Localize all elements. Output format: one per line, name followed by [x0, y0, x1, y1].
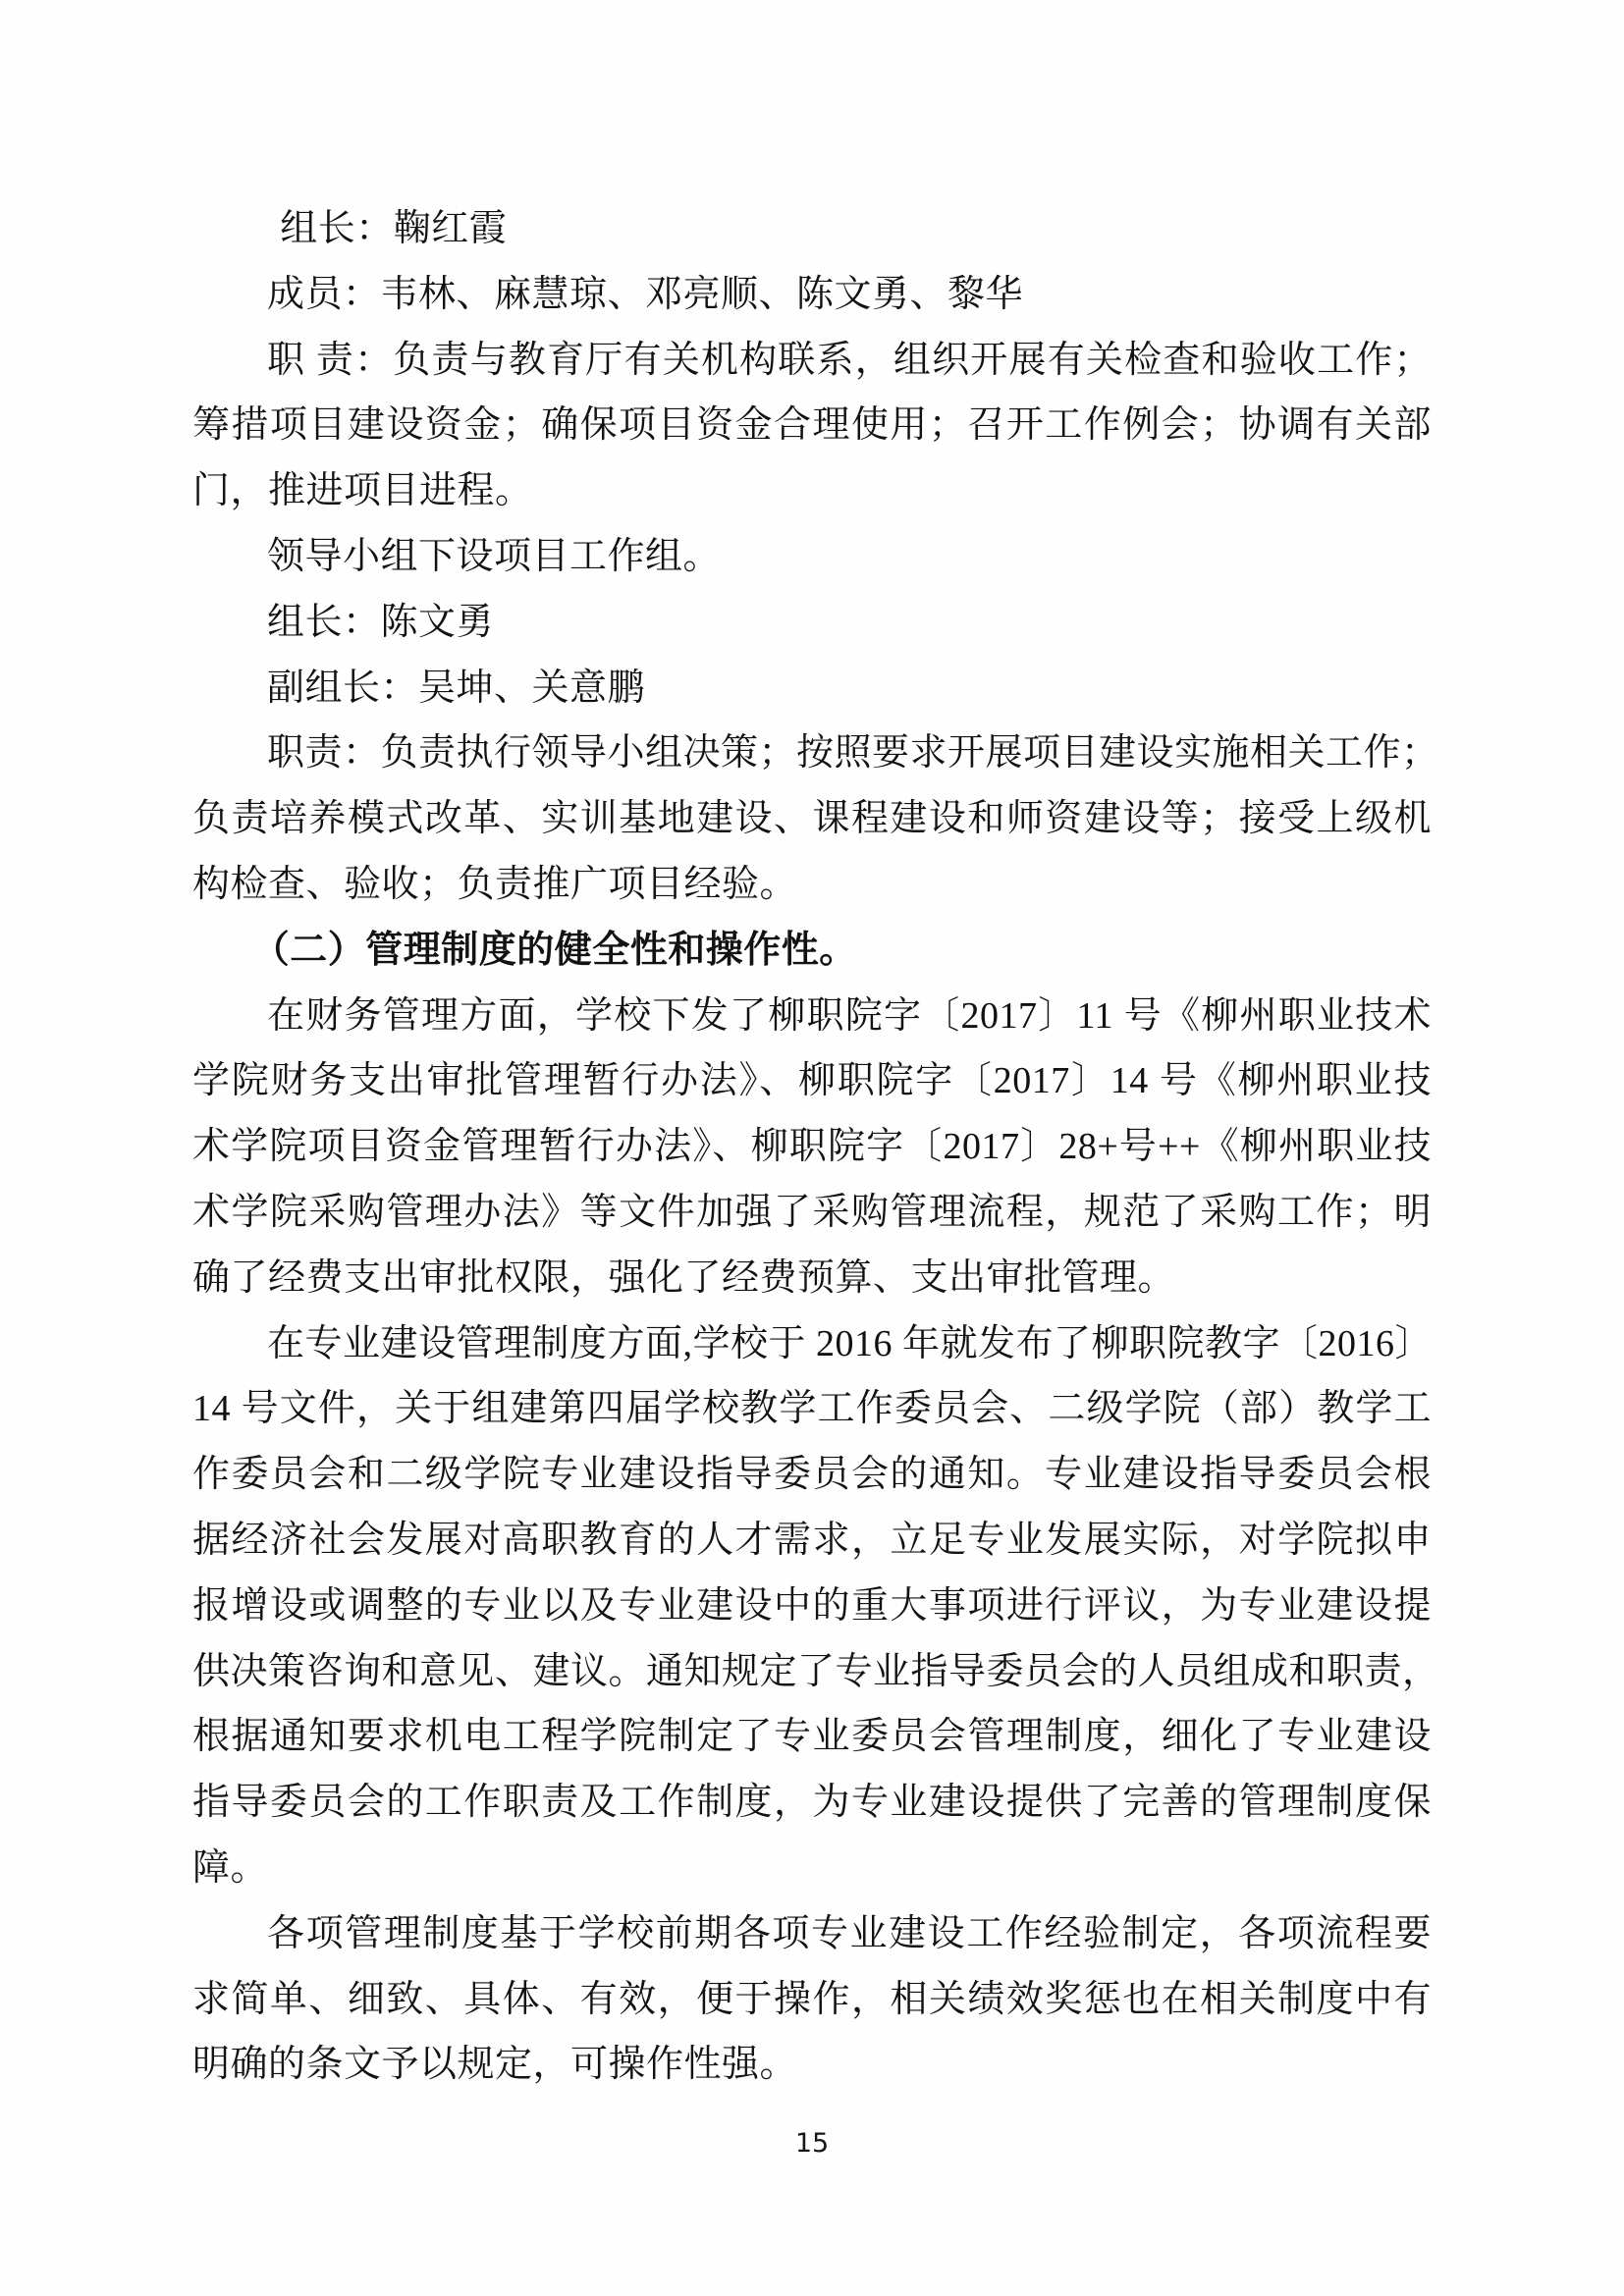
text-line: 明确的条文予以规定，可操作性强。 [192, 2044, 798, 2086]
text-line: 14 号文件，关于组建第四届学校教学工作委员会、二级学院（部）教学工 [192, 1388, 1432, 1430]
document-body [192, 196, 1440, 2098]
text-line: 指导委员会的工作职责及工作制度，为专业建设提供了完善的管理制度保 [192, 1782, 1432, 1824]
text-line: （二）管理制度的健全性和操作性。 [251, 929, 857, 971]
text-line: 供决策咨询和意见、建议。通知规定了专业指导委员会的人员组成和职责， [192, 1650, 1440, 1692]
text-line: 作委员会和二级学院专业建设指导委员会的通知。专业建设指导委员会根 [192, 1454, 1432, 1496]
text-line: 术学院项目资金管理暂行办法》、柳职院字〔2017〕28+号++《柳州职业技 [192, 1126, 1432, 1168]
text-line: 术学院采购管理办法》等文件加强了采购管理流程，规范了采购工作；明 [192, 1191, 1432, 1233]
text-line: 在财务管理方面，学校下发了柳职院字〔2017〕11 号《柳州职业技术 [267, 994, 1432, 1037]
text-line: 根据通知要求机电工程学院制定了专业委员会管理制度，细化了专业建设 [192, 1716, 1432, 1758]
text-line: 门，推进项目进程。 [192, 470, 533, 512]
text-line: 领导小组下设项目工作组。 [267, 535, 722, 577]
text-line: 据经济社会发展对高职教育的人才需求，立足专业发展实际，对学院拟申 [192, 1519, 1432, 1561]
text-line: 负责培养模式改革、实训基地建设、课程建设和师资建设等；接受上级机 [192, 798, 1432, 840]
text-line: 组长：鞠红霞 [280, 208, 508, 249]
text-line: 构检查、验收；负责推广项目经验。 [192, 863, 798, 905]
text-line: 确了经费支出审批权限，强化了经费预算、支出审批管理。 [192, 1256, 1176, 1299]
text-line: 职责：负责执行领导小组决策；按照要求开展项目建设实施相关工作； [267, 732, 1439, 774]
text-line: 组长：陈文勇 [267, 601, 495, 643]
page-number: 15 [794, 2128, 830, 2159]
text-line: 在专业建设管理制度方面,学校于 2016 年就发布了柳职院教字〔2016〕 [267, 1322, 1434, 1364]
text-line: 学院财务支出审批管理暂行办法》、柳职院字〔2017〕14 号《柳州职业技 [192, 1060, 1432, 1102]
text-line: 成员：韦林、麻慧琼、邓亮顺、陈文勇、黎华 [267, 273, 1024, 315]
text-line: 各项管理制度基于学校前期各项专业建设工作经验制定，各项流程要 [267, 1912, 1432, 1954]
text-line: 障。 [192, 1846, 269, 1889]
text-line: 求简单、细致、具体、有效，便于操作，相关绩效奖惩也在相关制度中有 [192, 1978, 1432, 2020]
text-line: 职 责：负责与教育厅有关机构联系，组织开展有关检查和验收工作； [267, 339, 1432, 381]
text-line: 报增设或调整的专业以及专业建设中的重大事项进行评议，为专业建设提 [192, 1584, 1432, 1627]
text-line: 筹措项目建设资金；确保项目资金合理使用；召开工作例会；协调有关部 [192, 404, 1432, 447]
text-line: 副组长：吴坤、关意鹏 [267, 667, 646, 709]
